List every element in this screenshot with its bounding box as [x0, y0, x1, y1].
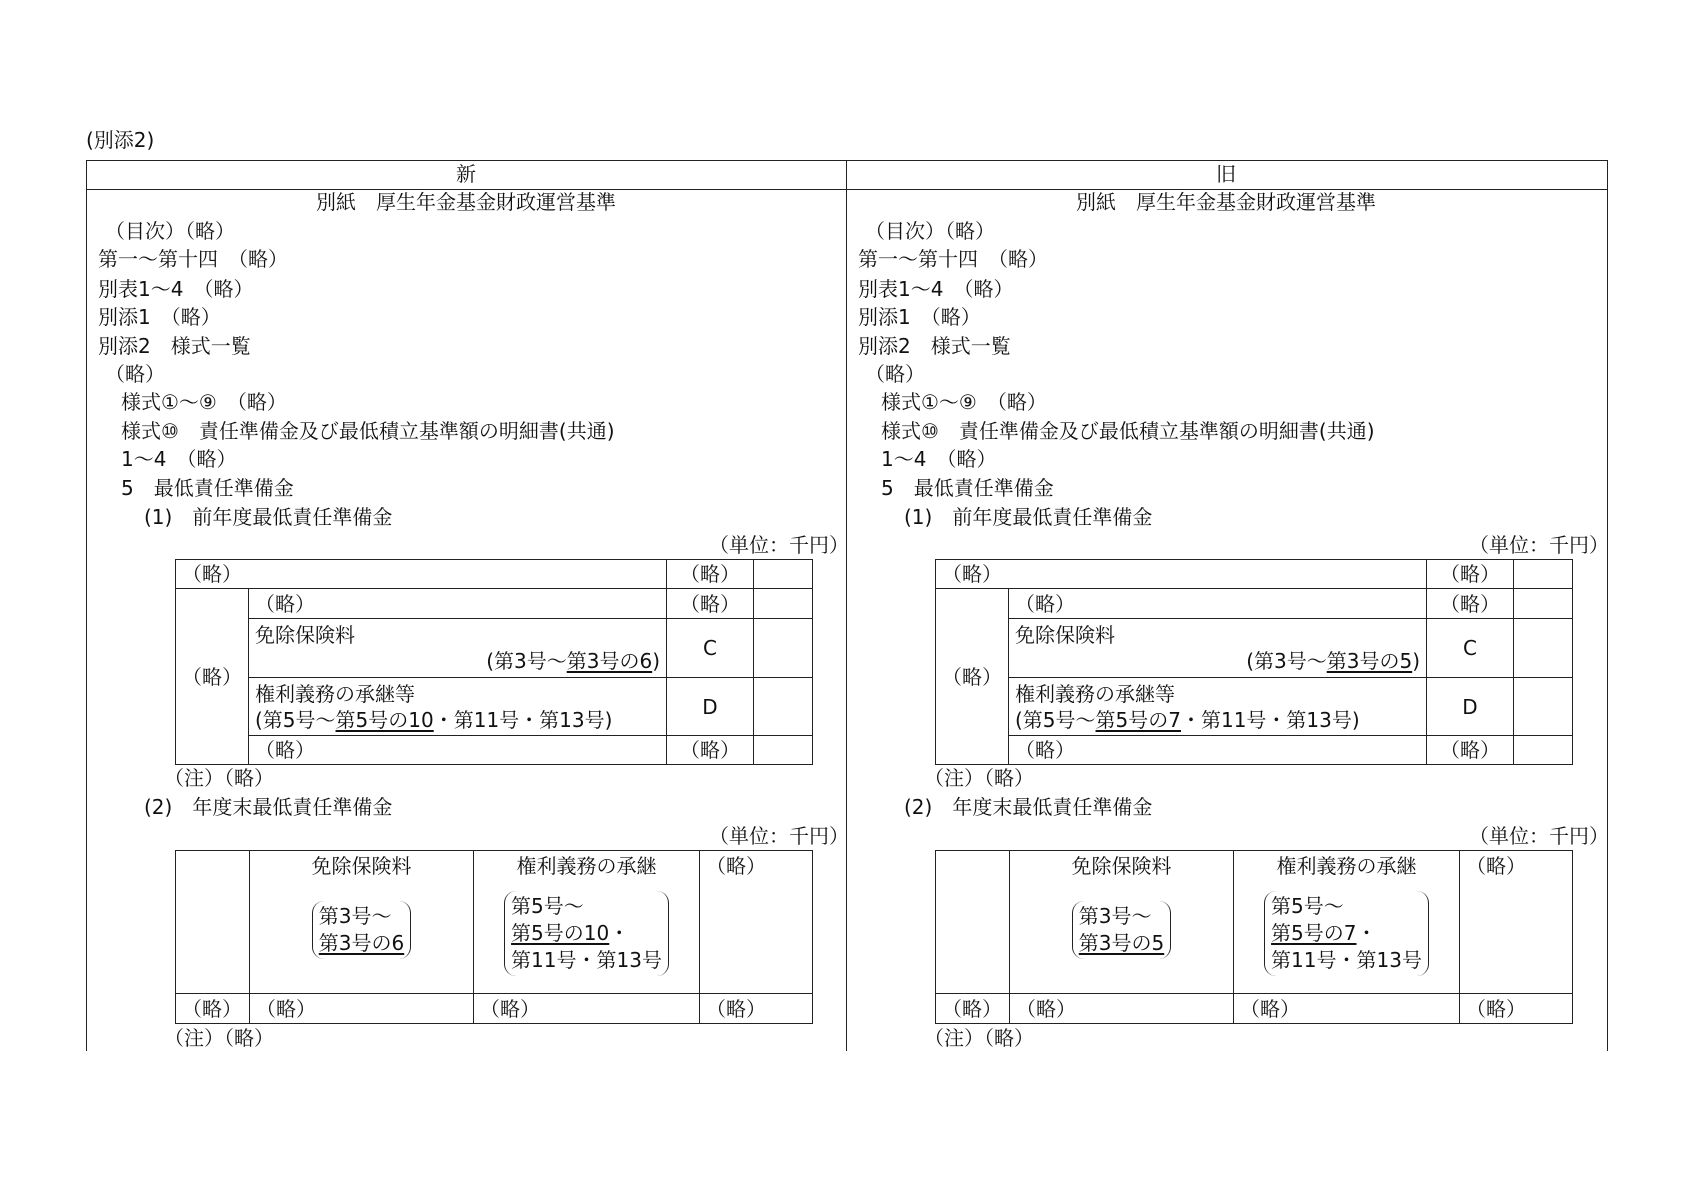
section-line: （略） — [105, 362, 165, 386]
reference-text: 第5号～ — [1271, 894, 1344, 918]
table-prior-year-reserve — [935, 559, 1573, 765]
table-cell: （略） — [176, 994, 250, 1024]
document-title: 別紙 厚生年金基金財政運営基準 — [316, 190, 616, 214]
table-cell: （略） — [474, 994, 700, 1024]
table-cell — [1514, 736, 1573, 765]
unit-label: （単位：千円） — [709, 824, 849, 848]
table-cell: （略） — [1234, 994, 1460, 1024]
column-heading: 免除保険料 — [311, 854, 412, 878]
section-line: 別表1～4 （略） — [858, 277, 1014, 301]
row-reference — [255, 648, 660, 674]
table-cell — [754, 560, 813, 589]
reference-text: 第3号～ — [1078, 904, 1152, 928]
rights-succession-cell — [1009, 678, 1427, 736]
row-mark: D — [667, 678, 754, 736]
row-label: 権利義務の承継等 — [1015, 681, 1175, 706]
table-cell: （略） — [667, 589, 754, 619]
table-cell: （略） — [1427, 736, 1514, 765]
table-cell: （略） — [1009, 589, 1427, 619]
rights-succession-header — [474, 851, 700, 994]
table-cell: （略） — [1427, 560, 1514, 589]
row-reference — [255, 707, 660, 733]
column-heading: 権利義務の承継 — [1276, 854, 1417, 878]
table-cell — [754, 678, 813, 736]
table-cell — [1514, 589, 1573, 619]
table-cell — [176, 851, 250, 994]
table-cell — [754, 619, 813, 678]
reference-text: 第11号・第13号 — [511, 948, 662, 972]
table-cell: （略） — [249, 589, 667, 619]
table-cell: （略） — [936, 994, 1010, 1024]
note: （注）（略） — [164, 1026, 274, 1050]
row-reference — [1015, 707, 1420, 733]
reference-text: (第3号～ — [486, 649, 567, 673]
unit-label: （単位：千円） — [1469, 533, 1609, 557]
table-cell: （略） — [1427, 589, 1514, 619]
column-heading: 免除保険料 — [1071, 854, 1172, 878]
table-cell: （略） — [1010, 994, 1234, 1024]
table-cell: （略） — [1460, 994, 1573, 1024]
amended-reference: 第5号の10 — [511, 921, 610, 945]
reference-text: ) — [1412, 649, 1420, 673]
reference-text: (第3号～ — [1246, 649, 1327, 673]
toc-line: （目次）（略） — [105, 219, 235, 243]
reference-bracket — [480, 891, 693, 976]
reference-bracket — [1240, 891, 1453, 976]
frame-right — [1607, 160, 1608, 1051]
reference-bracket — [256, 901, 467, 959]
row-label: 免除保険料 — [255, 623, 355, 647]
attachment-label: (別添2) — [86, 128, 155, 152]
amended-reference: 第3号の6 — [318, 931, 405, 955]
column-header: 新 — [456, 162, 476, 186]
section-line: 別表1～4 （略） — [98, 277, 254, 301]
reference-text: (第5号～ — [255, 707, 336, 732]
table-cell — [754, 589, 813, 619]
amended-reference: 第3号の5 — [1326, 649, 1413, 673]
rights-succession-header — [1234, 851, 1460, 994]
amended-reference: 第3号の6 — [566, 649, 653, 673]
subsection-title: (1) 前年度最低責任準備金 — [144, 505, 393, 529]
table-cell: （略） — [936, 560, 1427, 589]
table-cell: （略） — [176, 589, 249, 765]
document-title: 別紙 厚生年金基金財政運営基準 — [1076, 190, 1376, 214]
table-cell: （略） — [1009, 736, 1427, 765]
unit-label: （単位：千円） — [1469, 824, 1609, 848]
reference-text: 第11号・第13号 — [1271, 948, 1422, 972]
amended-reference: 第3号の5 — [1078, 931, 1165, 955]
exemption-premium-cell — [249, 619, 667, 678]
reference-text: 第3号～ — [318, 904, 392, 928]
column-new — [86, 0, 849, 1181]
section-line: 1～4 （略） — [121, 447, 237, 471]
section-line: 別添1 （略） — [98, 305, 221, 329]
reference-text: ・ — [1356, 921, 1377, 945]
amended-reference: 第5号の10 — [335, 707, 434, 732]
table-year-end-reserve — [935, 850, 1573, 1024]
table-cell: （略） — [667, 736, 754, 765]
section-line: 第一～第十四 （略） — [98, 247, 288, 271]
reference-text: ・第11号・第13号) — [1180, 707, 1360, 732]
table-cell: （略） — [700, 851, 813, 994]
row-mark: C — [667, 619, 754, 678]
exemption-premium-header — [250, 851, 474, 994]
note: （注）（略） — [164, 766, 274, 790]
toc-line: （目次）（略） — [865, 219, 995, 243]
reference-bracket — [1016, 901, 1227, 959]
amended-reference: 第5号の7 — [1095, 707, 1181, 732]
unit-label: （単位：千円） — [709, 533, 849, 557]
section-line: 様式⑩ 責任準備金及び最低積立基準額の明細書(共通) — [881, 419, 1375, 443]
section-line: 別添2 様式一覧 — [858, 334, 1011, 358]
note: （注）（略） — [924, 766, 1034, 790]
table-cell: （略） — [249, 736, 667, 765]
row-mark: D — [1427, 678, 1514, 736]
exemption-premium-header — [1010, 851, 1234, 994]
table-cell — [754, 736, 813, 765]
column-header: 旧 — [1216, 162, 1236, 186]
section-line: 様式①～⑨ （略） — [881, 390, 1047, 414]
section-line: 様式①～⑨ （略） — [121, 390, 287, 414]
reference-text: 第5号～ — [511, 894, 584, 918]
amended-reference: 第5号の7 — [1271, 921, 1357, 945]
table-cell — [1514, 560, 1573, 589]
subsection-title: (2) 年度末最低責任準備金 — [144, 795, 393, 819]
table-cell: （略） — [1460, 851, 1573, 994]
table-cell: （略） — [700, 994, 813, 1024]
reference-text: (第5号～ — [1015, 707, 1096, 732]
section-line: 様式⑩ 責任準備金及び最低積立基準額の明細書(共通) — [121, 419, 615, 443]
section-line: 5 最低責任準備金 — [121, 476, 294, 500]
row-mark: C — [1427, 619, 1514, 678]
table-cell: （略） — [176, 560, 667, 589]
table-year-end-reserve — [175, 850, 813, 1024]
table-cell — [936, 851, 1010, 994]
row-label: 免除保険料 — [1015, 623, 1115, 647]
table-cell: （略） — [936, 589, 1009, 765]
section-line: （略） — [865, 362, 925, 386]
exemption-premium-cell — [1009, 619, 1427, 678]
section-line: 別添2 様式一覧 — [98, 334, 251, 358]
table-prior-year-reserve — [175, 559, 813, 765]
note: （注）（略） — [924, 1026, 1034, 1050]
row-label: 権利義務の承継等 — [255, 681, 415, 706]
column-old — [846, 0, 1609, 1181]
section-line: 第一～第十四 （略） — [858, 247, 1048, 271]
table-cell: （略） — [250, 994, 474, 1024]
table-cell: （略） — [667, 560, 754, 589]
rights-succession-cell — [249, 678, 667, 736]
reference-text: ・ — [609, 921, 630, 945]
subsection-title: (2) 年度末最低責任準備金 — [904, 795, 1153, 819]
section-line: 5 最低責任準備金 — [881, 476, 1054, 500]
reference-text: ) — [652, 649, 660, 673]
table-cell — [1514, 619, 1573, 678]
subsection-title: (1) 前年度最低責任準備金 — [904, 505, 1153, 529]
table-cell — [1514, 678, 1573, 736]
column-heading: 権利義務の承継 — [516, 854, 657, 878]
reference-text: ・第11号・第13号) — [433, 707, 613, 732]
row-reference — [1015, 648, 1420, 674]
section-line: 別添1 （略） — [858, 305, 981, 329]
section-line: 1～4 （略） — [881, 447, 997, 471]
